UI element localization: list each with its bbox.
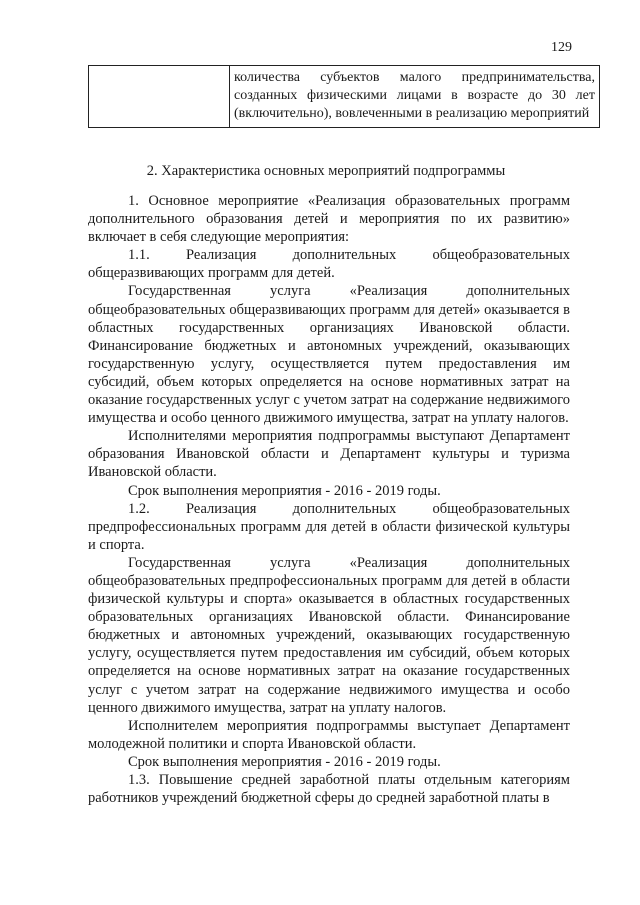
paragraph-main-activity: 1. Основное мероприятие «Реализация образовательных программ дополнительного образования детей и мероприятия по их развитию» включает в себя следующие мероприятия: <box>88 193 570 246</box>
paragraph-service-1-1: Государственная услуга «Реализация дополнительных общеобразовательных общеразвивающих программ для детей» оказывается в областных государственных организациях Ивановской области. Финансирование бюджетных и автономных учреждений, оказывающих государственную услугу, осуществляется путем предоставления им субсидий, объем которых определяется на основе нормативных затрат на оказание государственных услуг с учетом затрат на содержание недвижимого имущества и особо ценного движимого имущества, затрат на уплату налогов. <box>88 283 570 427</box>
table-row <box>89 66 600 128</box>
paragraph-item-1-3: 1.3. Повышение средней заработной платы отдельным категориям работников учреждений бюджетной сферы до средней заработной платы в <box>88 772 570 807</box>
page-number: 129 <box>551 40 572 55</box>
table-empty-cell <box>89 66 230 128</box>
paragraph-service-1-2: Государственная услуга «Реализация дополнительных общеобразовательных предпрофессиональных программ для детей в области физической культуры и спорта» оказывается в областных государственных образовательных организациях Ивановской области. Финансирование бюджетных и автономных учреждений, оказывающих государственную услугу, осуществляется путем предоставления им субсидий, объем которых определяется на основе нормативных затрат на оказание государственных услуг с учетом затрат на содержание недвижимого имущества и особо ценного движимого имущества, затрат на уплату налогов. <box>88 554 570 716</box>
continuation-table <box>88 65 600 128</box>
paragraph-executor-1-2: Исполнителем мероприятия подпрограммы выступает Департамент молодежной политики и спорта Ивановской области. <box>88 717 570 752</box>
paragraph-term-1-2: Срок выполнения мероприятия - 2016 - 2019 годы. <box>128 753 441 770</box>
paragraph-item-1-1: 1.1. Реализация дополнительных общеобразовательных общеразвивающих программ для детей. <box>88 247 570 282</box>
paragraph-executors-1-1: Исполнителями мероприятия подпрограммы выступают Департамент образования Ивановской области и Департамент культуры и туризма Ивановской области. <box>88 428 570 481</box>
table-text-cell: количества субъектов малого предпринимательства, созданных физическими лицами в возрасте до 30 лет (включительно), вовлеченными в реализацию мероприятий <box>230 66 600 128</box>
paragraph-item-1-2: 1.2. Реализация дополнительных общеобразовательных предпрофессиональных программ для детей в области физической культуры и спорта. <box>88 500 570 553</box>
paragraph-term-1-1: Срок выполнения мероприятия - 2016 - 2019 годы. <box>128 482 441 499</box>
body-text <box>88 192 570 807</box>
section-heading: 2. Характеристика основных мероприятий подпрограммы <box>146 163 506 179</box>
